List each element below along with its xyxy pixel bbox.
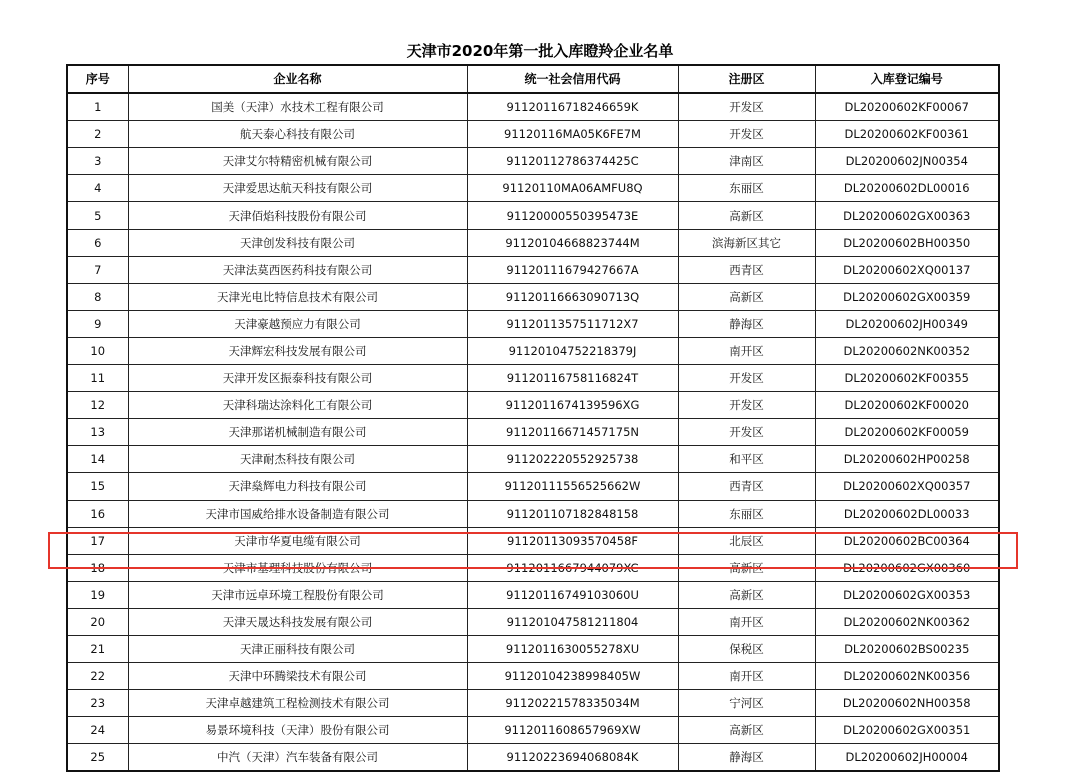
- cell-company-name: 天津创发科技有限公司: [128, 229, 467, 256]
- cell-serial-number: 4: [67, 175, 128, 202]
- cell-credit-code: 91120223694068084K: [467, 744, 678, 772]
- cell-registration-number: DL20200602DL00016: [815, 175, 999, 202]
- cell-registration-number: DL20200602JH00349: [815, 310, 999, 337]
- table-row: [67, 93, 999, 121]
- cell-serial-number: 7: [67, 256, 128, 283]
- cell-registration-district: 开发区: [678, 93, 815, 121]
- cell-serial-number: 19: [67, 581, 128, 608]
- cell-credit-code: 911201047581211804: [467, 608, 678, 635]
- cell-company-name: 天津爱思达航天科技有限公司: [128, 175, 467, 202]
- cell-company-name: 天津卓越建筑工程检测技术有限公司: [128, 690, 467, 717]
- cell-credit-code: 91120113093570458F: [467, 527, 678, 554]
- table-row: [67, 310, 999, 337]
- header-serial-number: 序号: [67, 65, 128, 93]
- cell-registration-number: DL20200602JH00004: [815, 744, 999, 772]
- cell-registration-number: DL20200602GX00353: [815, 581, 999, 608]
- cell-registration-district: 开发区: [678, 392, 815, 419]
- cell-serial-number: 18: [67, 554, 128, 581]
- cell-serial-number: 13: [67, 419, 128, 446]
- header-credit-code: 统一社会信用代码: [467, 65, 678, 93]
- cell-serial-number: 2: [67, 121, 128, 148]
- table-row: [67, 175, 999, 202]
- cell-registration-number: DL20200602NK00356: [815, 663, 999, 690]
- cell-serial-number: 15: [67, 473, 128, 500]
- cell-serial-number: 8: [67, 283, 128, 310]
- cell-registration-district: 保税区: [678, 635, 815, 662]
- cell-company-name: 易景环境科技（天津）股份有限公司: [128, 717, 467, 744]
- table-row: [67, 256, 999, 283]
- table-row: [67, 148, 999, 175]
- cell-company-name: 天津市国威给排水设备制造有限公司: [128, 500, 467, 527]
- cell-credit-code: 9112011667944079XC: [467, 554, 678, 581]
- cell-company-name: 天津光电比特信息技术有限公司: [128, 283, 467, 310]
- cell-registration-number: DL20200602GX00363: [815, 202, 999, 229]
- table-row: [67, 717, 999, 744]
- cell-credit-code: 9112011630055278XU: [467, 635, 678, 662]
- cell-registration-district: 西青区: [678, 473, 815, 500]
- cell-company-name: 天津市基理科技股份有限公司: [128, 554, 467, 581]
- cell-company-name: 天津正丽科技有限公司: [128, 635, 467, 662]
- table-row: [67, 121, 999, 148]
- table-row: [67, 690, 999, 717]
- cell-credit-code: 91120110MA06AMFU8Q: [467, 175, 678, 202]
- cell-credit-code: 91120111679427667A: [467, 256, 678, 283]
- cell-serial-number: 20: [67, 608, 128, 635]
- cell-company-name: 天津开发区振泰科技有限公司: [128, 365, 467, 392]
- cell-company-name: 天津天晟达科技发展有限公司: [128, 608, 467, 635]
- cell-credit-code: 9112011357511712X7: [467, 310, 678, 337]
- table-row: [67, 473, 999, 500]
- cell-registration-district: 高新区: [678, 554, 815, 581]
- cell-serial-number: 3: [67, 148, 128, 175]
- cell-registration-number: DL20200602NH00358: [815, 690, 999, 717]
- table-row: [67, 554, 999, 581]
- cell-serial-number: 1: [67, 93, 128, 121]
- cell-company-name: 国美（天津）水技术工程有限公司: [128, 93, 467, 121]
- cell-credit-code: 91120104238998405W: [467, 663, 678, 690]
- cell-serial-number: 5: [67, 202, 128, 229]
- cell-serial-number: 24: [67, 717, 128, 744]
- cell-credit-code: 911202220552925738: [467, 446, 678, 473]
- cell-registration-district: 静海区: [678, 744, 815, 772]
- cell-serial-number: 21: [67, 635, 128, 662]
- cell-registration-district: 滨海新区其它: [678, 229, 815, 256]
- cell-company-name: 天津科瑞达涂料化工有限公司: [128, 392, 467, 419]
- cell-registration-district: 东丽区: [678, 500, 815, 527]
- cell-credit-code: 91120116671457175N: [467, 419, 678, 446]
- cell-registration-district: 高新区: [678, 581, 815, 608]
- table-row: [67, 744, 999, 772]
- cell-company-name: 天津佰焰科技股份有限公司: [128, 202, 467, 229]
- table-row: [67, 500, 999, 527]
- cell-credit-code: 91120104668823744M: [467, 229, 678, 256]
- cell-registration-district: 开发区: [678, 419, 815, 446]
- header-company-name: 企业名称: [128, 65, 467, 93]
- document-title: 天津市2020年第一批入库瞪羚企业名单: [406, 42, 674, 60]
- cell-serial-number: 16: [67, 500, 128, 527]
- cell-registration-number: DL20200602KF00067: [815, 93, 999, 121]
- cell-credit-code: 91120116749103060U: [467, 581, 678, 608]
- cell-registration-number: DL20200602KF00059: [815, 419, 999, 446]
- cell-company-name: 天津艾尔特精密机械有限公司: [128, 148, 467, 175]
- cell-registration-number: DL20200602HP00258: [815, 446, 999, 473]
- cell-credit-code: 91120111556525662W: [467, 473, 678, 500]
- cell-registration-number: DL20200602BC00364: [815, 527, 999, 554]
- cell-credit-code: 91120116MA05K6FE7M: [467, 121, 678, 148]
- table-row: [67, 635, 999, 662]
- cell-credit-code: 91120000550395473E: [467, 202, 678, 229]
- table-row: [67, 283, 999, 310]
- cell-registration-district: 静海区: [678, 310, 815, 337]
- cell-credit-code: 9112011608657969XW: [467, 717, 678, 744]
- cell-serial-number: 9: [67, 310, 128, 337]
- table-row: [67, 419, 999, 446]
- table-row: [67, 446, 999, 473]
- cell-registration-number: DL20200602XQ00357: [815, 473, 999, 500]
- cell-registration-number: DL20200602DL00033: [815, 500, 999, 527]
- table-row: [67, 527, 999, 554]
- cell-company-name: 中汽（天津）汽车装备有限公司: [128, 744, 467, 772]
- cell-registration-district: 开发区: [678, 365, 815, 392]
- cell-registration-number: DL20200602NK00352: [815, 337, 999, 364]
- cell-registration-district: 南开区: [678, 337, 815, 364]
- cell-company-name: 天津辉宏科技发展有限公司: [128, 337, 467, 364]
- cell-registration-number: DL20200602KF00020: [815, 392, 999, 419]
- table-row: [67, 392, 999, 419]
- cell-credit-code: 91120116718246659K: [467, 93, 678, 121]
- table-row: [67, 229, 999, 256]
- table-header-row: [67, 65, 999, 93]
- cell-serial-number: 25: [67, 744, 128, 772]
- cell-registration-district: 南开区: [678, 608, 815, 635]
- cell-registration-number: DL20200602NK00362: [815, 608, 999, 635]
- table-body: [67, 93, 999, 771]
- cell-registration-district: 高新区: [678, 202, 815, 229]
- cell-registration-number: DL20200602XQ00137: [815, 256, 999, 283]
- cell-credit-code: 9112011674139596XG: [467, 392, 678, 419]
- cell-serial-number: 22: [67, 663, 128, 690]
- header-registration-district: 注册区: [678, 65, 815, 93]
- cell-credit-code: 911201107182848158: [467, 500, 678, 527]
- cell-serial-number: 23: [67, 690, 128, 717]
- table-row: [67, 608, 999, 635]
- cell-company-name: 天津耐杰科技有限公司: [128, 446, 467, 473]
- cell-serial-number: 6: [67, 229, 128, 256]
- cell-credit-code: 91120112786374425C: [467, 148, 678, 175]
- table-row: [67, 663, 999, 690]
- cell-company-name: 天津法莫西医药科技有限公司: [128, 256, 467, 283]
- cell-registration-number: DL20200602GX00360: [815, 554, 999, 581]
- header-registration-number: 入库登记编号: [815, 65, 999, 93]
- cell-company-name: 天津市华夏电缆有限公司: [128, 527, 467, 554]
- cell-credit-code: 91120116758116824T: [467, 365, 678, 392]
- table-row: [67, 365, 999, 392]
- cell-registration-number: DL20200602KF00361: [815, 121, 999, 148]
- cell-company-name: 航天泰心科技有限公司: [128, 121, 467, 148]
- cell-registration-district: 北辰区: [678, 527, 815, 554]
- table-row: [67, 202, 999, 229]
- cell-company-name: 天津市远卓环境工程股份有限公司: [128, 581, 467, 608]
- table-row: [67, 337, 999, 364]
- cell-registration-number: DL20200602KF00355: [815, 365, 999, 392]
- cell-registration-district: 宁河区: [678, 690, 815, 717]
- cell-serial-number: 17: [67, 527, 128, 554]
- cell-credit-code: 91120221578335034M: [467, 690, 678, 717]
- cell-serial-number: 11: [67, 365, 128, 392]
- cell-registration-number: DL20200602BH00350: [815, 229, 999, 256]
- table-row: [67, 581, 999, 608]
- cell-registration-number: DL20200602GX00351: [815, 717, 999, 744]
- cell-serial-number: 10: [67, 337, 128, 364]
- cell-company-name: 天津燊辉电力科技有限公司: [128, 473, 467, 500]
- cell-credit-code: 91120104752218379J: [467, 337, 678, 364]
- cell-registration-district: 南开区: [678, 663, 815, 690]
- cell-serial-number: 14: [67, 446, 128, 473]
- cell-registration-number: DL20200602GX00359: [815, 283, 999, 310]
- cell-credit-code: 91120116663090713Q: [467, 283, 678, 310]
- cell-company-name: 天津那诺机械制造有限公司: [128, 419, 467, 446]
- cell-registration-district: 开发区: [678, 121, 815, 148]
- cell-company-name: 天津中环腾梁技术有限公司: [128, 663, 467, 690]
- cell-serial-number: 12: [67, 392, 128, 419]
- cell-registration-district: 高新区: [678, 283, 815, 310]
- cell-registration-district: 西青区: [678, 256, 815, 283]
- cell-registration-number: DL20200602JN00354: [815, 148, 999, 175]
- cell-registration-district: 东丽区: [678, 175, 815, 202]
- cell-registration-district: 和平区: [678, 446, 815, 473]
- cell-registration-district: 津南区: [678, 148, 815, 175]
- cell-registration-number: DL20200602BS00235: [815, 635, 999, 662]
- cell-registration-district: 高新区: [678, 717, 815, 744]
- company-table: [66, 64, 1000, 772]
- cell-company-name: 天津豪越预应力有限公司: [128, 310, 467, 337]
